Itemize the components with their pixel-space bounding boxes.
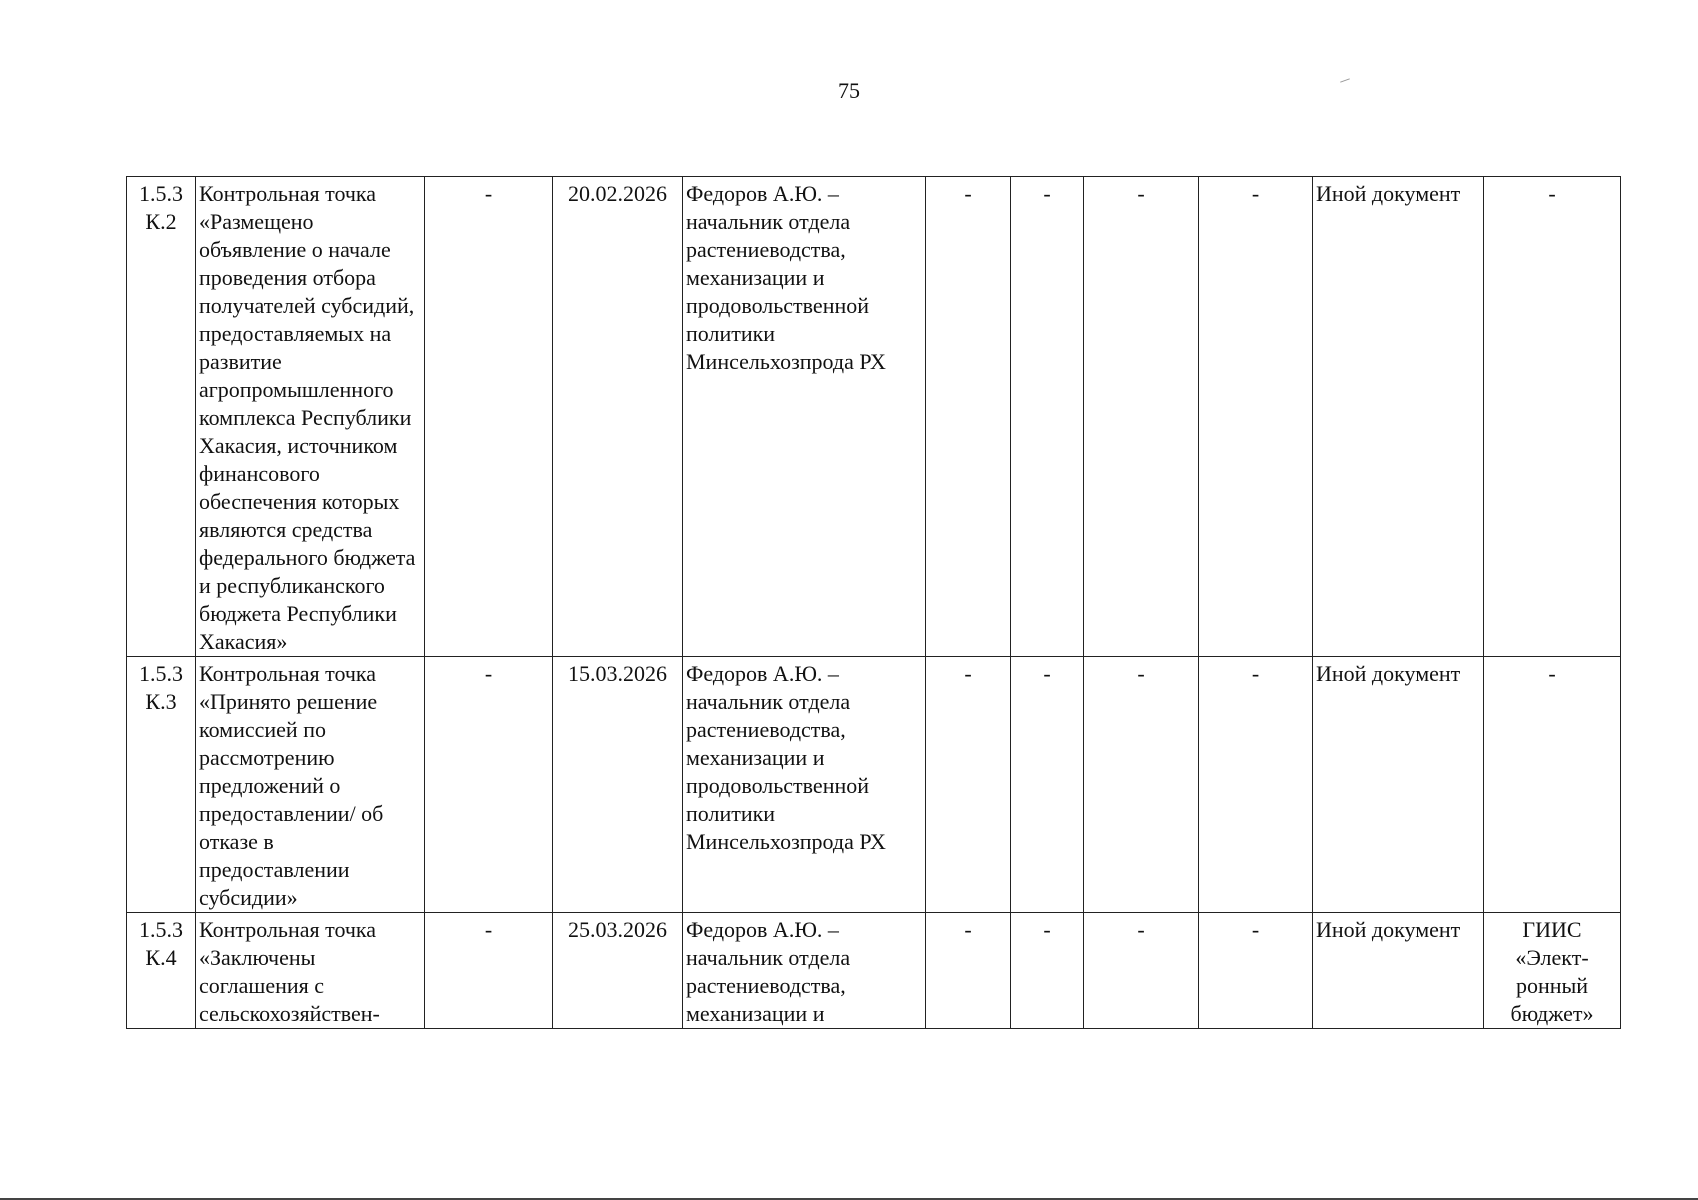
row-number: 1.5.3 К.3 (127, 657, 196, 913)
control-point-description: Контрольная точка «Принято решение комиссией по рассмотрению предложений о предоставлении/ об отказе в предоставлении субсидии» (196, 657, 425, 913)
document-type: Иной документ (1313, 913, 1484, 1029)
control-point-description: Контрольная точка «Заключены соглашения с сельскохозяйствен- (196, 913, 425, 1029)
dash-cell: - (1199, 657, 1313, 913)
dash-cell: - (1011, 657, 1084, 913)
dash-cell: - (1199, 177, 1313, 657)
responsible-person: Федоров А.Ю. – начальник отдела растениеводства, механизации и (683, 913, 926, 1029)
row-number: 1.5.3 К.4 (127, 913, 196, 1029)
responsible-person: Федоров А.Ю. – начальник отдела растениеводства, механизации и продовольственной политики Минсельхозпрода РХ (683, 177, 926, 657)
dash-cell: - (926, 913, 1011, 1029)
page-number: 75 (838, 78, 860, 103)
document-type: Иной документ (1313, 177, 1484, 657)
dash-cell: - (1199, 913, 1313, 1029)
responsible-person: Федоров А.Ю. – начальник отдела растениеводства, механизации и продовольственной политики Минсельхозпрода РХ (683, 657, 926, 913)
dash-cell: - (1084, 913, 1199, 1029)
dash-cell: - (1084, 657, 1199, 913)
row-number: 1.5.3 К.2 (127, 177, 196, 657)
dash-cell: - (926, 657, 1011, 913)
base-cell: - (425, 657, 553, 913)
due-date: 25.03.2026 (553, 913, 683, 1029)
base-cell: - (425, 913, 553, 1029)
dash-cell: - (1011, 913, 1084, 1029)
document-type: Иной документ (1313, 657, 1484, 913)
table-row (127, 177, 1621, 657)
information-system: - (1484, 657, 1621, 913)
control-point-description: Контрольная точка «Размещено объявление о начале проведения отбора получателей субсидий, предоставляемых на развитие агропромышленного комплекса Республики Хакасия, источником финансового обеспечения которых являются средства федерального бюджета и республиканского бюджета Республики Хакасия» (196, 177, 425, 657)
table-row (127, 913, 1621, 1029)
control-points-table (126, 176, 1621, 1029)
information-system: ГИИС «Элект-ронный бюджет» (1484, 913, 1621, 1029)
base-cell: - (425, 177, 553, 657)
table-row (127, 657, 1621, 913)
due-date: 20.02.2026 (553, 177, 683, 657)
dash-cell: - (926, 177, 1011, 657)
information-system: - (1484, 177, 1621, 657)
due-date: 15.03.2026 (553, 657, 683, 913)
dash-cell: - (1011, 177, 1084, 657)
dash-cell: - (1084, 177, 1199, 657)
